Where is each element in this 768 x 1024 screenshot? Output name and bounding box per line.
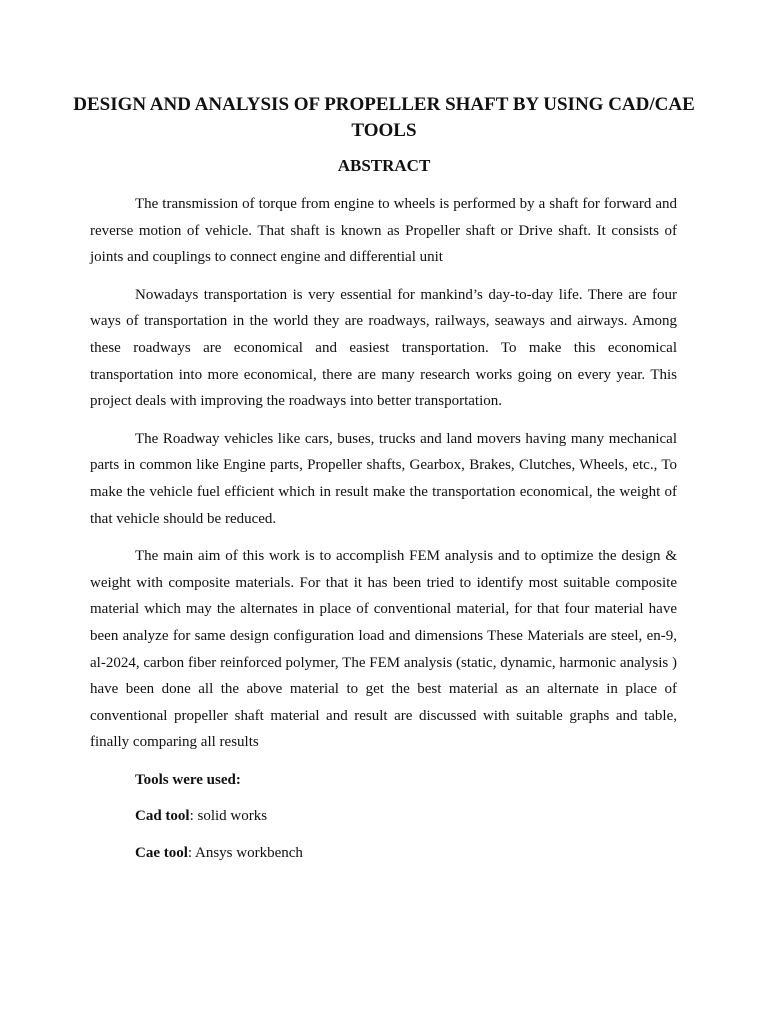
abstract-paragraph-1: The transmission of torque from engine to wheels is performed by a shaft for forward and reverse motion of vehicle. That shaft is known as Propeller shaft or Drive shaft. It consists of joints and couplings to connect engine and differential unit — [90, 196, 677, 266]
cad-tool-label: Cad tool — [135, 808, 190, 825]
abstract-body — [90, 191, 677, 877]
cae-tool-value: : Ansys workbench — [187, 845, 303, 862]
document-title: DESIGN AND ANALYSIS OF PROPELLER SHAFT BY USING CAD/CAE TOOLS — [73, 94, 695, 141]
abstract-paragraph-2: Nowadays transportation is very essential for mankind’s day-to-day life. There are four ways of transportation in the world they are roadways, railways, seaways and airways. Among these roadways are economical and easiest transportation. To make this economical transportation into more economical, there are many research works going on every year. This project deals with improving the roadways into better transportation. — [90, 286, 677, 410]
abstract-paragraph-4: The main aim of this work is to accomplish FEM analysis and to optimize the design & weight with composite materials. For that it has been tried to identify most suitable composite material which may the alternates in place of conventional material, for that four material have been analyze for same design configuration load and dimensions These Materials are steel, en-9, al-2024, carbon fiber reinforced polymer, The FEM analysis (static, dynamic, harmonic analysis ) have been done all the above material to get the best material as an alternate in place of conventional propeller shaft material and result are discussed with suitable graphs and table, finally comparing all results — [90, 548, 677, 751]
cae-tool-line — [90, 840, 677, 867]
cad-tool-line — [90, 803, 677, 830]
cad-tool-value: : solid works — [189, 808, 268, 825]
cae-tool-label: Cae tool — [135, 845, 188, 862]
tools-heading — [90, 767, 677, 794]
abstract-heading: ABSTRACT — [337, 156, 431, 175]
abstract-paragraph-3: The Roadway vehicles like cars, buses, trucks and land movers having many mechanical parts in common like Engine parts, Propeller shafts, Gearbox, Brakes, Clutches, Wheels, etc., To make the vehicle fuel efficient which in result make the transportation economical, the weight of that vehicle should be reduced. — [90, 430, 677, 527]
tools-heading-label: Tools were used: — [135, 771, 241, 788]
